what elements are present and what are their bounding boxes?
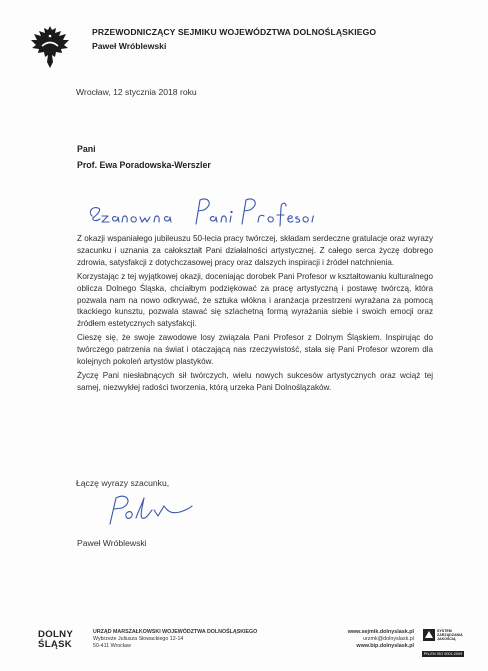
- handwritten-greeting: [84, 186, 314, 234]
- body-paragraph: Korzystając z tej wyjątkowej okazji, doceniając dorobek Pani Profesor w kształtowaniu kulturalnego oblicza Dolnego Śląska, chciałbym podziękować za pracę artystyczną i postawę twórczą, która pozwala nam na nowo odkrywać, że sztuka włókna i aranżacja przestrzeni wyrażana za pomocą tkackiego kunsztu, pozwala stawać się szlachetną formą wyrażania siebie i swoich emocji oraz źródłem estetycznych satysfakcji.: [77, 271, 433, 329]
- eagle-coat-of-arms-icon: [28, 22, 72, 72]
- footer-contacts: [310, 629, 414, 651]
- footer-web-sejmik[interactable]: www.sejmik.dolnyslask.pl: [347, 629, 414, 635]
- letter-date: Wrocław, 12 stycznia 2018 roku: [76, 87, 197, 97]
- footer-email[interactable]: urzmk@dolnyslask.pl: [362, 636, 414, 643]
- logo-line-2: ŚLĄSK: [38, 639, 73, 650]
- body-paragraph: Cieszę się, że swoje zawodowe losy związała Pani Profesor z Dolnym Śląskiem. Inspirując do twórczego patrzenia na świat i otaczającą nas rzeczywistość, stała się Pani Profesor wzorem dla kolejnych pokoleń artystów plastyków.: [77, 333, 433, 367]
- cert-text: SYSTEM ZARZĄDZANIA JAKOŚCIĄ: [437, 629, 463, 642]
- signer-name: Paweł Wróblewski: [77, 538, 147, 548]
- recipient-salutation: Pani: [77, 144, 96, 154]
- footer-office: URZĄD MARSZAŁKOWSKI WOJEWÓDZTWA DOLNOŚLĄSKIEGO: [93, 629, 258, 635]
- footer-street: Wybrzeże Juliusza Słowackiego 12-14: [93, 636, 184, 643]
- body-paragraph: Życzę Pani niesłabnących sił twórczych, wielu nowych sukcesów artystycznych oraz wciąż tej samej, niezwykłej radości tworzenia, którą urzeka Pani Dolnoślązaków.: [77, 370, 433, 392]
- closing-phrase: Łączę wyrazy szacunku,: [76, 478, 170, 488]
- dolny-slask-logo: [38, 630, 73, 650]
- header-name: Paweł Wróblewski: [92, 41, 167, 51]
- footer-city: 50-411 Wrocław: [93, 643, 131, 650]
- letter-body: [77, 233, 433, 394]
- handwritten-signature: [96, 490, 196, 530]
- header-title: PRZEWODNICZĄCY SEJMIKU WOJEWÓDZTWA DOLNOŚLĄSKIEGO: [92, 27, 377, 37]
- cert-code: PN-EN ISO 9001:2009: [423, 652, 463, 656]
- footer-web-bip[interactable]: www.bip.dolnyslask.pl: [356, 643, 414, 650]
- body-paragraph: Z okazji wspaniałego jubileuszu 50-lecia pracy twórczej, składam serdeczne gratulacje oraz wyrazy szacunku i uznania za całokształt Pani działalności artystycznej. Z całego serca życzę dobrego zdrowia, satysfakcji z dotychczasowej pracy oraz dalszych inspiracji i źródeł natchnienia.: [77, 234, 433, 267]
- logo-line-1: DOLNY: [38, 629, 74, 640]
- recipient-name: Prof. Ewa Poradowska-Werszler: [77, 160, 211, 170]
- footer-address: [93, 629, 257, 651]
